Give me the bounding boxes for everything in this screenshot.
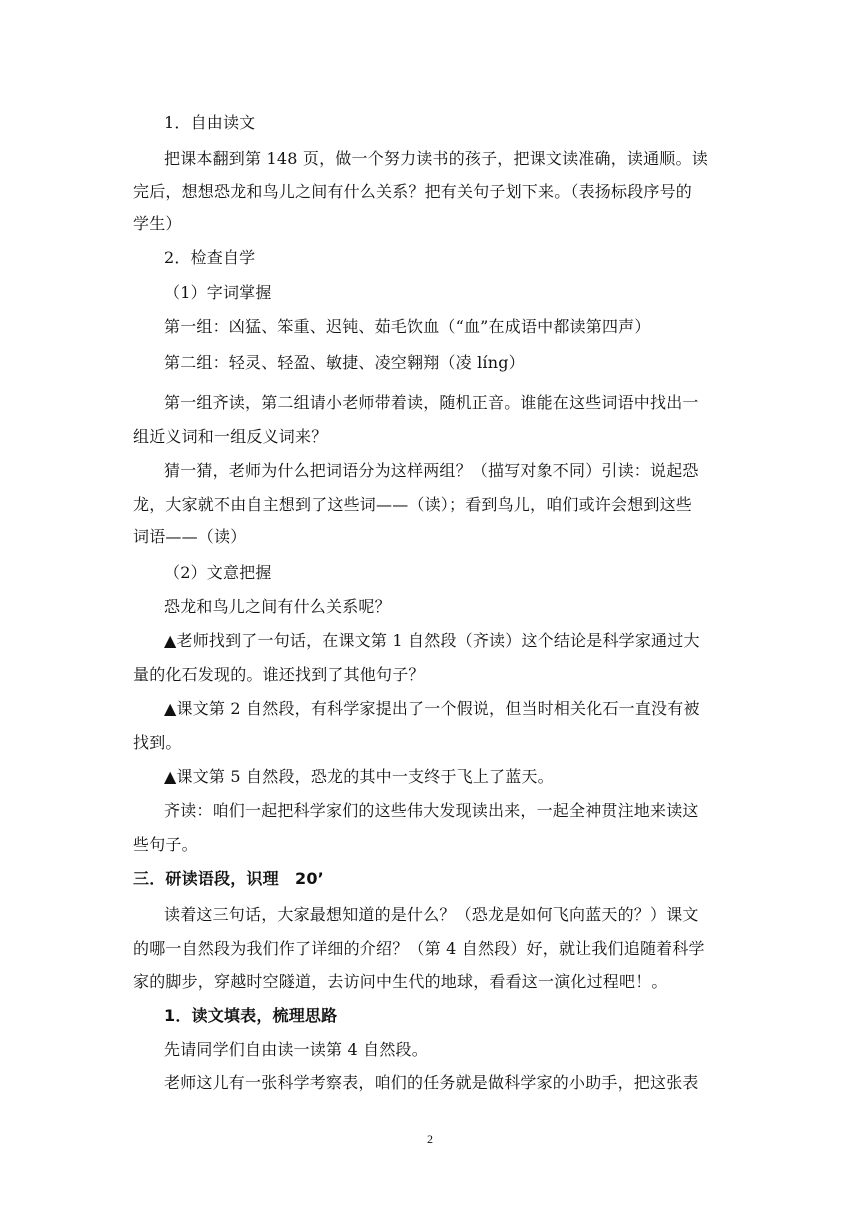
paragraph-line: 量的化石发现的。谁还找到了其他句子？ [133,665,425,684]
paragraph-line: 龙，大家就不由自主想到了这些词——（读）；看到鸟儿，咱们或许会想到这些 [133,495,693,514]
word-group-two: 第二组：轻灵、轻盈、敏捷、凌空翱翔（凌 líng） [164,353,525,372]
bullet-line: ▲课文第 5 自然段，恐龙的其中一支终于飞上了蓝天。 [164,767,554,786]
page-number: 2 [427,1132,433,1146]
paragraph-line: 词语——（读） [133,527,247,546]
subheading-meaning-grasp: （2）文意把握 [164,563,272,582]
paragraph-line: 组近义词和一组反义词来？ [133,427,328,446]
paragraph-line: 学生） [133,214,182,233]
paragraph-line: 些句子。 [133,835,198,854]
paragraph-line: 家的脚步，穿越时空隧道，去访问中生代的地球，看看这一演化过程吧！。 [133,972,668,991]
heading-check-self-study: 2．检查自学 [164,248,256,267]
word-group-one: 第一组：凶猛、笨重、迟钝、茹毛饮血（“血”在成语中都读第四声） [164,317,651,336]
paragraph-line: 的哪一自然段为我们作了详细的介绍？（第 4 自然段）好，就让我们追随着科学 [133,939,705,958]
paragraph-line: 读着这三句话，大家最想知道的是什么？（恐龙是如何飞向蓝天的？）课文 [164,905,699,924]
paragraph-line: 把课本翻到第 148 页，做一个努力读书的孩子，把课文读准确，读通顺。读 [164,149,708,168]
bullet-line: ▲课文第 2 自然段，有科学家提出了一个假说，但当时相关化石一直没有被 [164,699,700,718]
heading-free-reading: 1．自由读文 [164,113,256,132]
paragraph-line: 第一组齐读，第二组请小老师带着读，随机正音。谁能在这些词语中找出一 [164,393,699,412]
paragraph-line: 老师这儿有一张科学考察表，咱们的任务就是做科学家的小助手，把这张表 [164,1073,699,1092]
paragraph-line: 恐龙和鸟儿之间有什么关系呢？ [164,597,391,616]
subsection-heading: 1．读文填表，梳理思路 [164,1006,338,1025]
subheading-word-mastery: （1）字词掌握 [164,283,272,302]
paragraph-line: 猜一猜，老师为什么把词语分为这样两组？（描写对象不同）引读：说起恐 [164,461,699,480]
paragraph-line: 找到。 [133,733,182,752]
section-heading: 三．研读语段，识理 20’ [133,869,324,888]
paragraph-line: 先请同学们自由读一读第 4 自然段。 [164,1040,428,1059]
paragraph-line: 完后，想想恐龙和鸟儿之间有什么关系？把有关句子划下来。（表扬标段序号的 [133,182,693,201]
paragraph-line: 齐读：咱们一起把科学家们的这些伟大发现读出来，一起全神贯注地来读这 [164,801,699,820]
bullet-line: ▲老师找到了一句话，在课文第 1 自然段（齐读）这个结论是科学家通过大 [164,631,700,650]
